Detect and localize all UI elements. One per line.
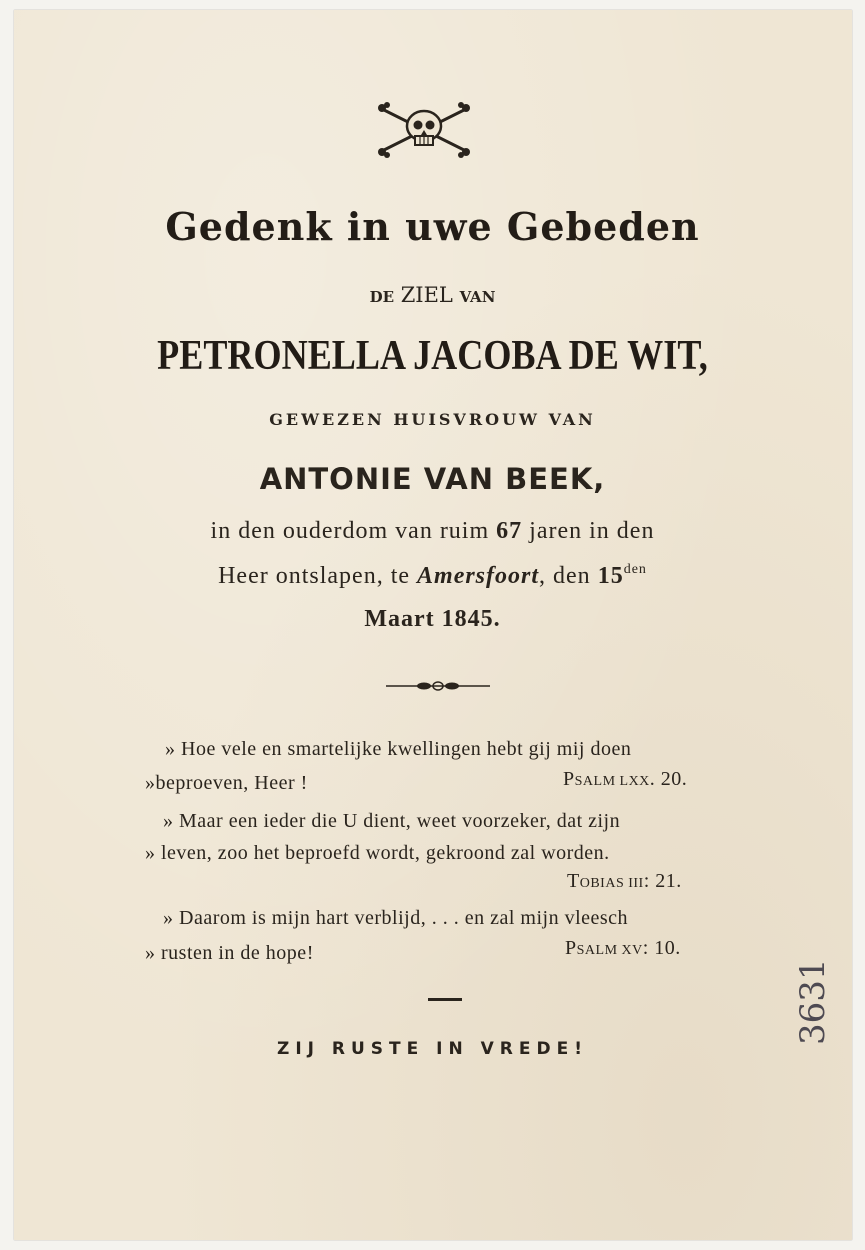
- ref-initial: T: [567, 870, 580, 892]
- husband-name: ANTONIE VAN BEEK,: [259, 462, 606, 496]
- heading: Gedenk in uwe Gebeden: [165, 204, 700, 249]
- body-text: in den ouderdom van ruim: [210, 518, 490, 544]
- skull-crossbones-icon: [376, 100, 472, 160]
- verse-line: » Hoe vele en smartelijke kwellingen hebt gij mij doen: [165, 738, 632, 760]
- archive-number: 3631: [793, 958, 833, 1045]
- body-text: jaren in den: [529, 518, 655, 544]
- ziel-word: ZIEL: [400, 283, 453, 307]
- ref-tail: : 10.: [642, 937, 681, 959]
- verse-line: »beproeven, Heer !: [145, 772, 308, 794]
- day-suffix: den: [623, 562, 647, 577]
- body-line-3: [0, 606, 865, 633]
- deceased-name: PETRONELLA JACOBA DE WIT,: [157, 333, 708, 379]
- body-text: Heer ontslapen, te: [218, 563, 411, 589]
- ref-smallcaps: SALM LXX: [574, 774, 650, 789]
- closing-dash: [428, 998, 462, 1001]
- ref-tail: . 20.: [649, 768, 688, 790]
- body-line-1: [0, 518, 865, 545]
- ref-initial: P: [563, 768, 575, 790]
- ref-tail: : 21.: [643, 870, 682, 892]
- body-text: , den: [539, 563, 591, 589]
- verse-line: » leven, zoo het beproefd wordt, gekroond zal worden.: [145, 842, 610, 864]
- ref-smallcaps: OBIAS III: [579, 876, 644, 891]
- verse-reference: [567, 870, 682, 893]
- ziel-van: VAN: [459, 288, 496, 306]
- place: Amersfoort: [417, 563, 540, 589]
- verse-line: » Maar een ieder die U dient, weet voorzeker, dat zijn: [163, 810, 621, 832]
- ref-initial: P: [565, 937, 577, 959]
- age: 67: [496, 518, 523, 544]
- ziel-de: DE: [369, 288, 395, 306]
- verse-reference: [563, 768, 687, 791]
- verse-reference: [565, 937, 681, 960]
- verse-line: » rusten in de hope!: [145, 942, 314, 964]
- body-line-2: [0, 562, 865, 590]
- verse-line: » Daarom is mijn hart verblijd, . . . en zal mijn vleesch: [163, 907, 629, 929]
- ref-smallcaps: SALM XV: [576, 943, 643, 958]
- ornament-divider-icon: [384, 679, 492, 693]
- day: 15: [597, 563, 624, 589]
- date-line: Maart 1845.: [364, 606, 501, 632]
- relation-line: GEWEZEN HUISVROUW VAN: [269, 410, 596, 429]
- closing-line: ZIJ RUSTE IN VREDE!: [277, 1039, 588, 1059]
- ziel-line: [0, 283, 865, 307]
